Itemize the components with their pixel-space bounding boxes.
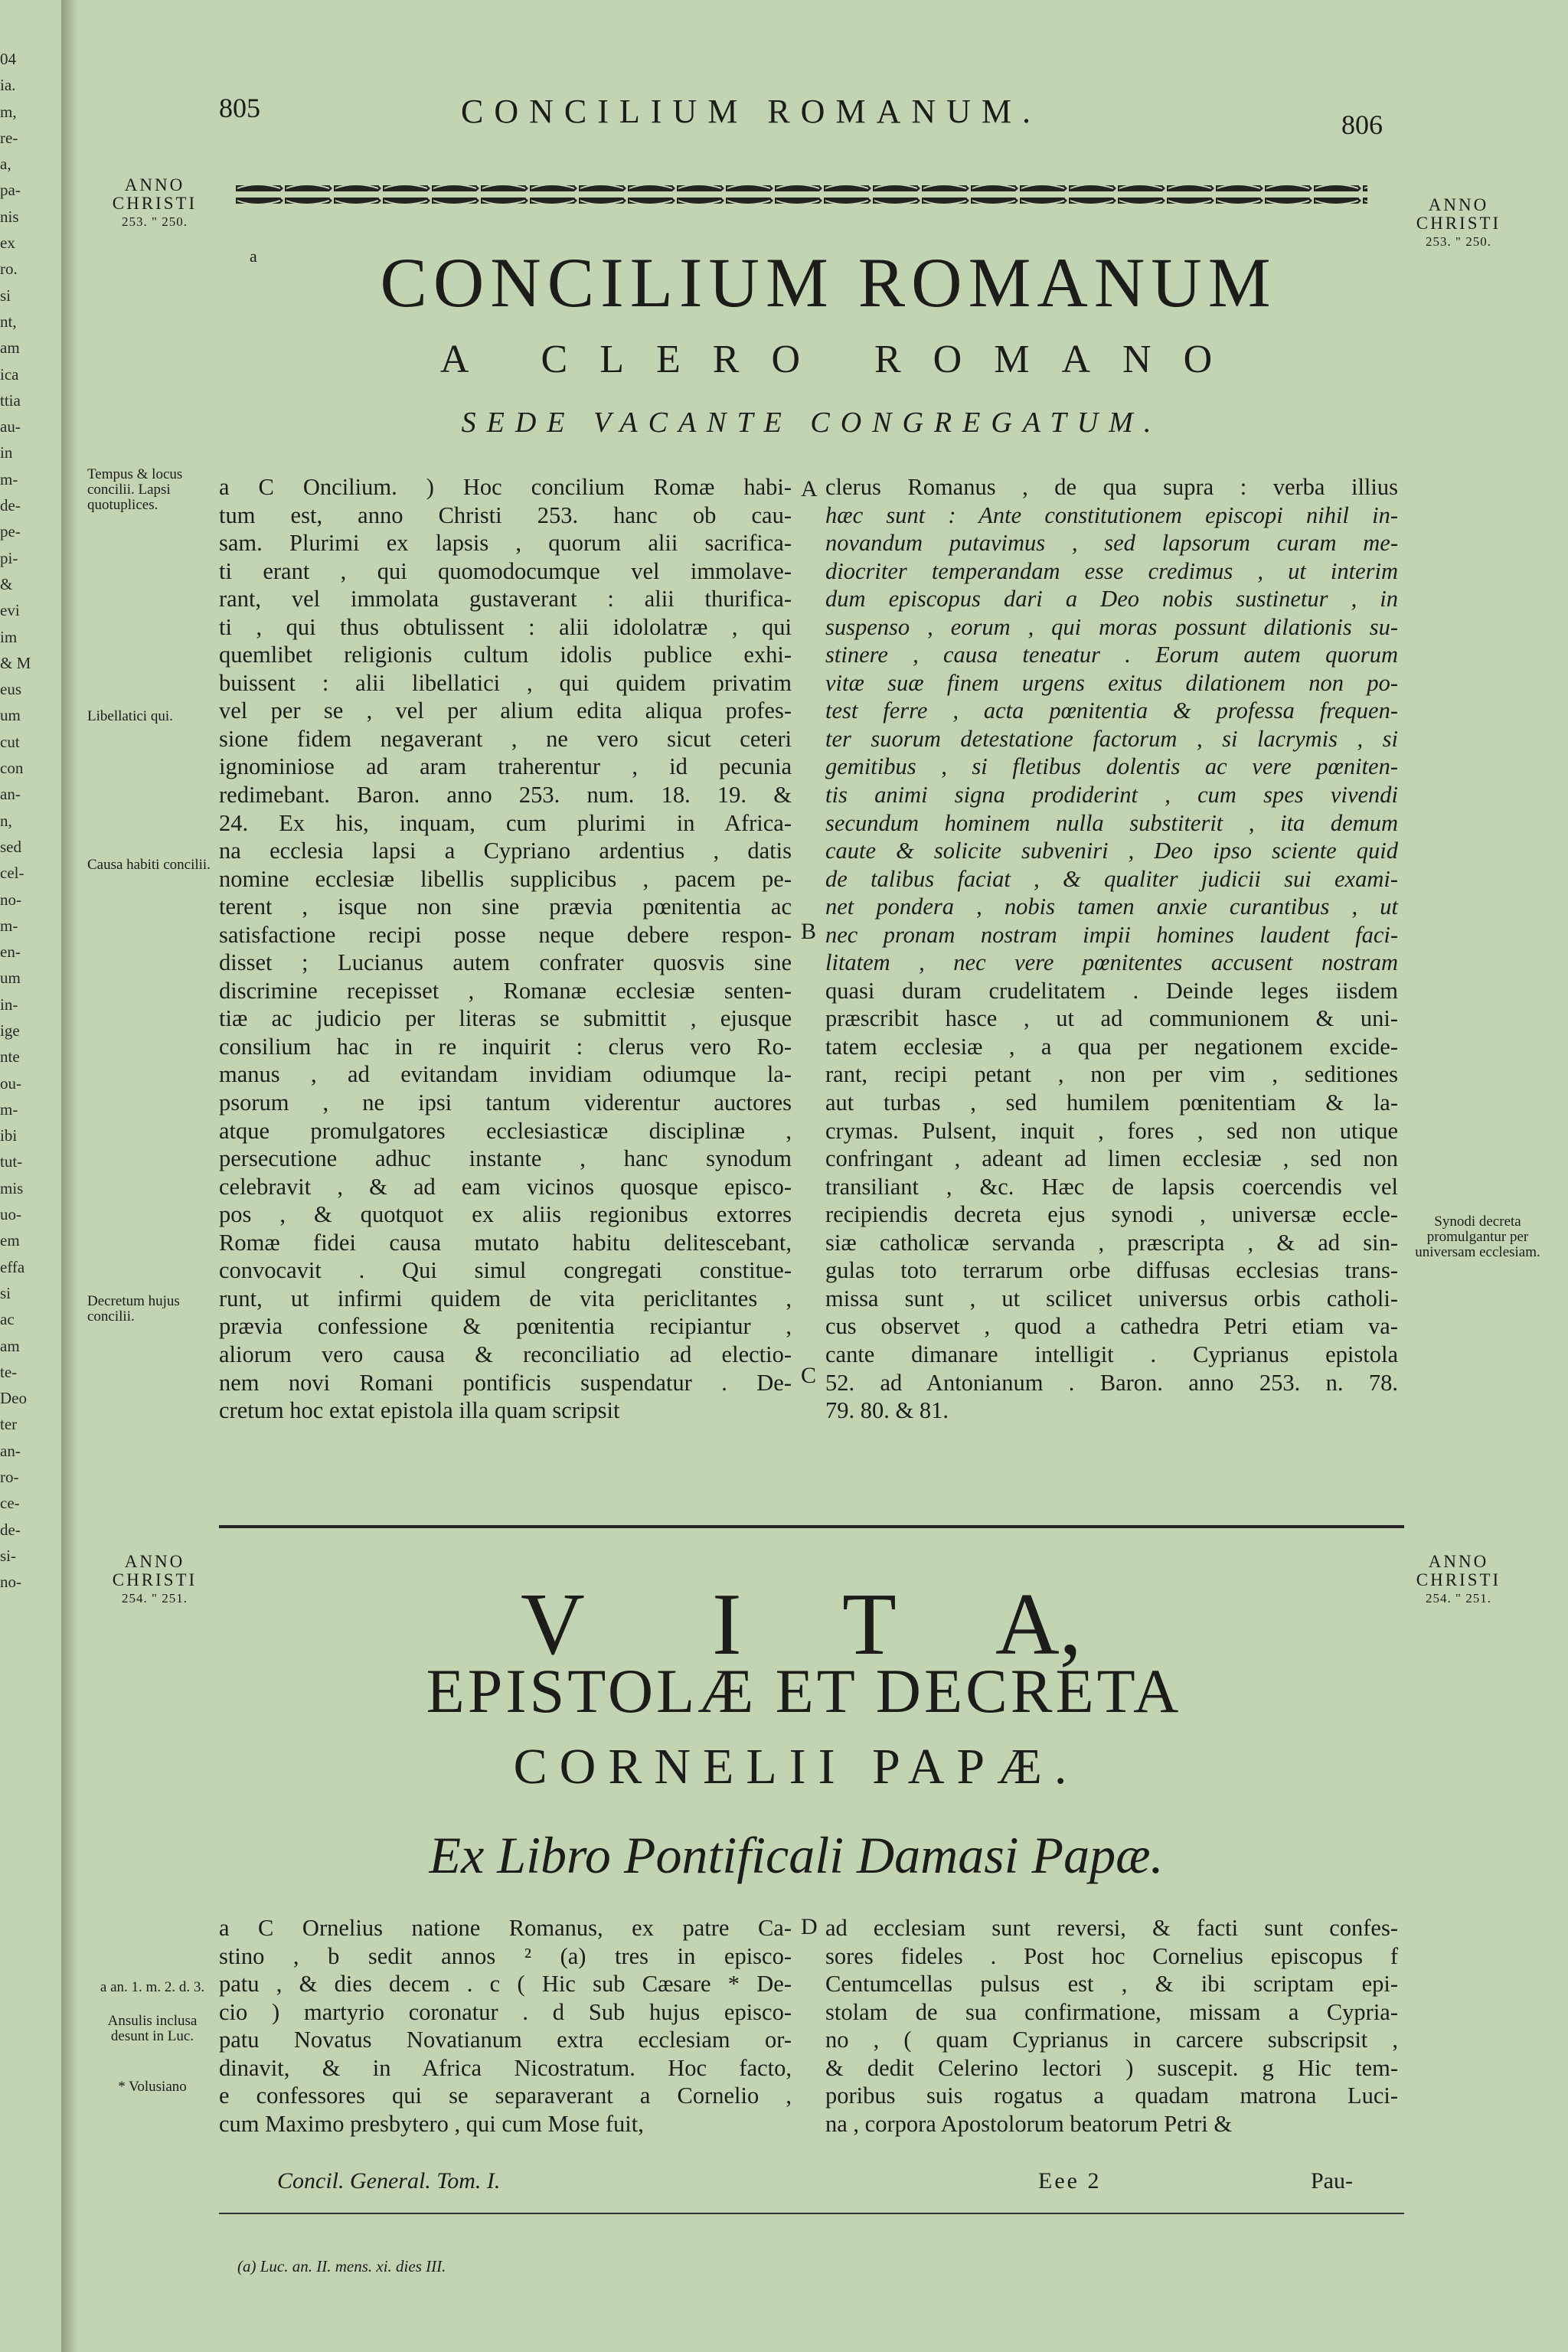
gutter-fragment: m- bbox=[0, 469, 18, 488]
column-letter-c: C bbox=[801, 1363, 817, 1388]
text-line: 24. Ex his, inquam, cum plurimi in Africa- bbox=[219, 809, 792, 836]
text-line: novandum putavimus , sed lapsorum curam me- bbox=[825, 530, 1398, 557]
text-line: tis animi signa prodiderint , cum spes vivendi bbox=[825, 782, 1398, 808]
vita-letter: I bbox=[712, 1576, 849, 1674]
text-line: & dedit Celerino lectori ) suscepit. g Hic tem- bbox=[825, 2054, 1398, 2081]
text-line: stolam de sua confirmatione, missam a Cypria- bbox=[825, 1998, 1398, 2025]
text-line: tiæ ac judicio per literas se submittit , ejusque bbox=[219, 1005, 792, 1032]
text-line: e confessores qui se separaverant a Cornelio , bbox=[219, 2082, 792, 2109]
text-line: recipiendis decreta ejus synodi , universæ eccle- bbox=[825, 1201, 1398, 1228]
text-line: patu , & dies decem . c ( Hic sub Cæsare * De- bbox=[219, 1971, 792, 1998]
gutter-fragment: in bbox=[0, 443, 13, 462]
text-line: gulas toto terrarum orbe diffusas ecclesias trans- bbox=[825, 1257, 1398, 1284]
text-line: gemitibus , si fletibus dolentis ac vere pœniten- bbox=[825, 753, 1398, 780]
text-line: ignominiose ad aram traherentur , id pecunia bbox=[219, 753, 792, 780]
page-number-left: 805 bbox=[219, 93, 260, 123]
gutter-fragment: ibi bbox=[0, 1126, 18, 1145]
anno-line: ANNO bbox=[1428, 195, 1489, 214]
column-letter-b: B bbox=[801, 919, 817, 944]
gutter-fragment: no- bbox=[0, 890, 21, 909]
vita-letter: V bbox=[521, 1576, 692, 1674]
vita-letter: A, bbox=[995, 1576, 1082, 1674]
previous-page-gutter bbox=[0, 46, 63, 1929]
anno-christi-top-right bbox=[1393, 196, 1524, 251]
text-line: cante dimanare intelligit . Cyprianus epistola bbox=[825, 1341, 1398, 1367]
gutter-fragment: am bbox=[0, 1336, 20, 1355]
section-title: CONCILIUM ROMANUM bbox=[380, 243, 1277, 322]
text-line: litatem , nec vere pœnitentes accusent nostram bbox=[825, 949, 1398, 976]
text-line: de talibus faciat , & qualiter judicii sui exami- bbox=[825, 865, 1398, 892]
signature-mark: Eee 2 bbox=[1038, 2168, 1102, 2194]
text-line: secundum hominem nulla substiterit , ita demum bbox=[825, 809, 1398, 836]
text-line: cio ) martyrio coronatur . d Sub hujus episco- bbox=[219, 1998, 792, 2025]
text-line: nem novi Romani pontificis suspendatur . De- bbox=[219, 1369, 792, 1396]
gutter-fragment: pi- bbox=[0, 548, 18, 567]
text-line: tatem ecclesiæ , a qua per negationem excide- bbox=[825, 1033, 1398, 1060]
libro-title: Ex Libro Pontificali Damasi Papæ. bbox=[429, 1826, 1164, 1884]
page-number-right: 806 bbox=[1341, 109, 1383, 140]
text-line: a C Ornelius natione Romanus, ex patre Ca- bbox=[219, 1915, 792, 1941]
gutter-fragment: en- bbox=[0, 942, 21, 962]
text-line: ad ecclesiam sunt reversi, & facti sunt confes- bbox=[825, 1915, 1398, 1941]
margin-note: Decretum hujus concilii. bbox=[87, 1293, 180, 1325]
gutter-fragment: ter bbox=[0, 1415, 18, 1434]
text-line: persecutione adhuc instante , hanc synodum bbox=[219, 1145, 792, 1172]
text-line: nomine ecclesiæ libellis supplicibus , pacem pe- bbox=[219, 865, 792, 892]
text-line: prævia confessione & pœnitentia recipiantur , bbox=[219, 1313, 792, 1340]
gutter-fragment: effa bbox=[0, 1257, 25, 1276]
footnote: (a) Luc. an. II. mens. xi. dies III. bbox=[237, 2257, 446, 2275]
text-line: aliorum vero causa & reconciliatio ad electio- bbox=[219, 1341, 792, 1367]
gutter-fragment: um bbox=[0, 969, 21, 988]
text-line: rant, recipi petant , non per vim , seditiones bbox=[825, 1061, 1398, 1088]
gutter-fragment: sed bbox=[0, 837, 21, 856]
section-subtitle-italic: SEDE VACANTE CONGREGATUM. bbox=[461, 407, 1162, 439]
text-line: vitæ suæ finem urgens exitus dilationem non po- bbox=[825, 669, 1398, 696]
anno-line: ANNO bbox=[124, 1552, 185, 1571]
text-line: diocriter temperandam esse credimus , ut interim bbox=[825, 557, 1398, 584]
vita-letter: T bbox=[842, 1576, 1004, 1674]
text-line: terent , isque non sine prævia pœnitentia ac bbox=[219, 893, 792, 920]
text-line: transiliant , &c. Hæc de lapsis coercendis vel bbox=[825, 1173, 1398, 1200]
text-line: na ecclesia lapsi a Cypriano ardentius , datis bbox=[219, 838, 792, 864]
text-line: a C Oncilium. ) Hoc concilium Romæ habi- bbox=[219, 474, 792, 500]
text-line: vel per se , vel per alium edita aliqua profes- bbox=[219, 697, 792, 724]
text-line: sam. Plurimi ex lapsis , quorum alii sacrifica- bbox=[219, 530, 792, 557]
christi-line: CHRISTI bbox=[1416, 214, 1501, 233]
text-line: stinere , causa teneatur . Eorum autem quorum bbox=[825, 642, 1398, 668]
text-line: 52. ad Antonianum . Baron. anno 253. n. 78. bbox=[825, 1369, 1398, 1396]
text-line: sione fidem negaverant , ne vero sicut ceteri bbox=[219, 725, 792, 752]
text-line: consilium hac in re inquirit : clerus vero Ro- bbox=[219, 1033, 792, 1060]
text-line: quasi duram crudelitatem . Deinde leges iisdem bbox=[825, 977, 1398, 1004]
gutter-fragment: tut- bbox=[0, 1152, 23, 1171]
gutter-fragment: si bbox=[0, 286, 11, 305]
text-line: patu Novatus Novatianum extra ecclesiam or- bbox=[219, 2027, 792, 2053]
text-line: cum Maximo presbytero , qui cum Mose fuit, bbox=[219, 2110, 644, 2137]
text-line: suspenso , eorum , qui moras possunt dilationis su- bbox=[825, 613, 1398, 640]
text-line: satisfactione recipi posse neque debere respon- bbox=[219, 921, 792, 948]
text-line: caute & solicite subveniri , Deo ipso sciente quid bbox=[825, 838, 1398, 864]
text-line: pos , & quotquot ex aliis regionibus extorres bbox=[219, 1201, 792, 1228]
section1-column-left bbox=[219, 473, 792, 1425]
gutter-fragment: si- bbox=[0, 1546, 16, 1565]
text-line: test ferre , acta pœnitentia & professa frequen- bbox=[825, 697, 1398, 724]
gutter-fragment: a, bbox=[0, 155, 11, 174]
gutter-fragment: uo- bbox=[0, 1205, 21, 1224]
running-title: CONCILIUM ROMANUM. bbox=[461, 93, 1042, 130]
anno-christi-bottom-left bbox=[87, 1553, 222, 1608]
text-line: 79. 80. & 81. bbox=[825, 1397, 949, 1424]
text-line: redimebant. Baron. anno 253. num. 18. 19. & bbox=[219, 782, 792, 808]
note-marker-a: a bbox=[250, 247, 257, 266]
gutter-fragment: in- bbox=[0, 995, 18, 1014]
gutter-fragment: ac bbox=[0, 1310, 15, 1329]
gutter-fragment: te- bbox=[0, 1362, 18, 1381]
epistolae-title: EPISTOLÆ ET DECRETA bbox=[426, 1656, 1182, 1726]
text-line: buissent : alii libellatici , qui quidem privatim bbox=[219, 669, 792, 696]
gutter-fragment: au- bbox=[0, 417, 21, 436]
text-line: net pondera , nobis tamen anxie curantibus , ut bbox=[825, 893, 1398, 920]
margin-note: * Volusiano bbox=[118, 2079, 187, 2095]
margin-note: Ansulis inclusa desunt in Luc. bbox=[107, 2013, 198, 2044]
gutter-fragment: um bbox=[0, 706, 21, 725]
year-line: 254. " 251. bbox=[122, 1591, 188, 1606]
text-line: celebravit , & ad eam vicinos quosque episco- bbox=[219, 1173, 792, 1200]
gutter-fragment: n, bbox=[0, 811, 12, 830]
gutter-fragment: an- bbox=[0, 1441, 21, 1460]
section-subtitle: A CLERO ROMANO bbox=[439, 338, 1245, 381]
gutter-fragment: em bbox=[0, 1231, 20, 1250]
catchword: Pau- bbox=[1311, 2168, 1353, 2194]
text-line: ti erant , qui quomodocumque vel immolave- bbox=[219, 557, 792, 584]
text-line: ti , qui thus obtulissent : alii idololatræ , qui bbox=[219, 613, 792, 640]
text-line: dum episcopus dari a Deo nobis sustinetur , in bbox=[825, 586, 1398, 612]
signature-left: Concil. General. Tom. I. bbox=[277, 2168, 501, 2194]
christi-line: CHRISTI bbox=[1416, 1570, 1501, 1589]
gutter-fragment: pe- bbox=[0, 522, 21, 541]
text-line: cretum hoc extat epistola illa quam scripsit bbox=[219, 1397, 620, 1424]
margin-note: Causa habiti concilii. bbox=[87, 857, 211, 873]
year-line: 254. " 251. bbox=[1426, 1591, 1491, 1606]
section2-column-right bbox=[825, 1914, 1398, 2138]
column-letter-d: D bbox=[801, 1914, 818, 1939]
gutter-fragment: ro- bbox=[0, 1468, 19, 1487]
text-line: tum est, anno Christi 253. hanc ob cau- bbox=[219, 501, 792, 528]
anno-line: ANNO bbox=[1428, 1552, 1489, 1571]
text-line: no , ( quam Cyprianus in carcere subscripsit , bbox=[825, 2027, 1398, 2053]
christi-line: CHRISTI bbox=[112, 194, 198, 213]
text-line: cus observet , quod a cathedra Petri etiam va- bbox=[825, 1313, 1398, 1340]
gutter-shadow bbox=[61, 0, 78, 2352]
christi-line: CHRISTI bbox=[112, 1570, 198, 1589]
gutter-fragment: con bbox=[0, 759, 24, 778]
gutter-fragment: m, bbox=[0, 102, 17, 121]
margin-note: a an. 1. m. 2. d. 3. bbox=[100, 1979, 205, 1995]
text-line: rant, vel immolata gustaverant : alii thurifica- bbox=[219, 586, 792, 612]
text-line: quemlibet religionis cultum idolis publice exhi- bbox=[219, 642, 792, 668]
anno-line: ANNO bbox=[124, 175, 185, 194]
text-line: disset ; Lucianus autem confrater quosvis sine bbox=[219, 949, 792, 976]
gutter-fragment: & M bbox=[0, 653, 31, 672]
text-line: poribus suis rogatus a quadam matrona Luci- bbox=[825, 2082, 1398, 2109]
gutter-fragment: nis bbox=[0, 207, 19, 226]
text-line: psorum , ne ipsi tantum viderentur auctores bbox=[219, 1089, 792, 1116]
text-line: aut turbas , sed humilem pœnitentiam & la- bbox=[825, 1089, 1398, 1116]
text-line: confringant , adeant ad limen ecclesiæ , sed non bbox=[825, 1145, 1398, 1172]
gutter-fragment: de- bbox=[0, 1520, 21, 1539]
gutter-fragment: ro. bbox=[0, 260, 18, 279]
gutter-fragment: & bbox=[0, 574, 13, 593]
gutter-fragment: ou- bbox=[0, 1073, 21, 1093]
anno-christi-bottom-right bbox=[1393, 1553, 1524, 1608]
gutter-fragment: eus bbox=[0, 680, 21, 699]
gutter-fragment: ttia bbox=[0, 390, 21, 410]
text-line: siæ catholicæ servanda , præscripta , & ad sin- bbox=[825, 1229, 1398, 1256]
text-line: dinavit, & in Africa Nicostratum. Hoc facto, bbox=[219, 2054, 792, 2081]
text-line: hæc sunt : Ante constitutionem episcopi nihil in- bbox=[825, 501, 1398, 528]
gutter-fragment: ex bbox=[0, 234, 15, 253]
section2-column-left bbox=[219, 1914, 792, 2138]
gutter-fragment: ia. bbox=[0, 76, 16, 95]
gutter-fragment: Deo bbox=[0, 1389, 27, 1408]
text-line: Romæ fidei causa mutato habitu delitescebant, bbox=[219, 1229, 792, 1256]
text-line: ter suorum detestatione factorum , si lacrymis , si bbox=[825, 725, 1398, 752]
footnote-rule bbox=[219, 2213, 1404, 2214]
year-line: 253. " 250. bbox=[122, 214, 188, 229]
gutter-fragment: evi bbox=[0, 601, 20, 620]
margin-note-right: Synodi decreta promulgantur per universam ecclesiam. bbox=[1415, 1214, 1540, 1260]
section1-column-right bbox=[825, 473, 1398, 1425]
text-line: sores fideles . Post hoc Cornelius episcopus f bbox=[825, 1942, 1398, 1969]
text-line: præscribit hasce , ut ad communionem & uni- bbox=[825, 1005, 1398, 1032]
gutter-fragment: ica bbox=[0, 364, 19, 384]
gutter-fragment: si bbox=[0, 1283, 11, 1302]
gutter-fragment: m- bbox=[0, 1099, 18, 1119]
gutter-fragment: re- bbox=[0, 128, 18, 147]
ornament-band bbox=[234, 178, 1367, 213]
text-line: nec pronam nostram impii homines laudent faci- bbox=[825, 921, 1398, 948]
gutter-fragment: am bbox=[0, 338, 20, 358]
text-line: runt, ut infirmi quidem de vita periclitantes , bbox=[219, 1285, 792, 1312]
cornelii-title: CORNELII PAPÆ. bbox=[513, 1739, 1080, 1795]
text-line: discrimine recepisset , Romanæ ecclesiæ senten- bbox=[219, 977, 792, 1004]
gutter-fragment: no- bbox=[0, 1573, 21, 1592]
text-line: crymas. Pulsent, inquit , fores , sed non utique bbox=[825, 1117, 1398, 1144]
gutter-fragment: de- bbox=[0, 496, 21, 515]
gutter-fragment: pa- bbox=[0, 181, 21, 200]
gutter-fragment: cel- bbox=[0, 864, 24, 883]
gutter-fragment: cut bbox=[0, 732, 20, 751]
gutter-fragment: ce- bbox=[0, 1494, 20, 1513]
gutter-fragment: mis bbox=[0, 1178, 24, 1197]
gutter-fragment: nte bbox=[0, 1047, 20, 1067]
gutter-fragment: m- bbox=[0, 916, 18, 935]
year-line: 253. " 250. bbox=[1426, 234, 1491, 249]
text-line: clerus Romanus , de qua supra : verba illius bbox=[825, 474, 1398, 500]
margin-note: Libellatici qui. bbox=[87, 708, 173, 724]
text-line: convocavit . Qui simul congregati constitue- bbox=[219, 1257, 792, 1284]
text-line: atque promulgatores ecclesiasticæ disciplinæ , bbox=[219, 1117, 792, 1144]
text-line: Centumcellas pulsus est , & ibi scriptam epi- bbox=[825, 1971, 1398, 1998]
section-separator bbox=[219, 1525, 1404, 1528]
gutter-fragment: nt, bbox=[0, 312, 17, 331]
text-line: manus , ad evitandam invidiam odiumque la- bbox=[219, 1061, 792, 1088]
margin-note: Tempus & locus concilii. Lapsi quotuplices. bbox=[87, 466, 183, 513]
gutter-fragment: ige bbox=[0, 1021, 20, 1040]
gutter-fragment: 04 bbox=[0, 50, 16, 68]
text-line: na , corpora Apostolorum beatorum Petri & bbox=[825, 2110, 1233, 2137]
text-line: missa sunt , ut scilicet universus orbis catholi- bbox=[825, 1285, 1398, 1312]
gutter-fragment: im bbox=[0, 627, 18, 646]
text-line: stino , b sedit annos ² (a) tres in episco- bbox=[219, 1942, 792, 1969]
anno-christi-top-left bbox=[87, 176, 222, 231]
gutter-fragment: an- bbox=[0, 785, 21, 804]
column-letter-a: A bbox=[801, 476, 818, 501]
